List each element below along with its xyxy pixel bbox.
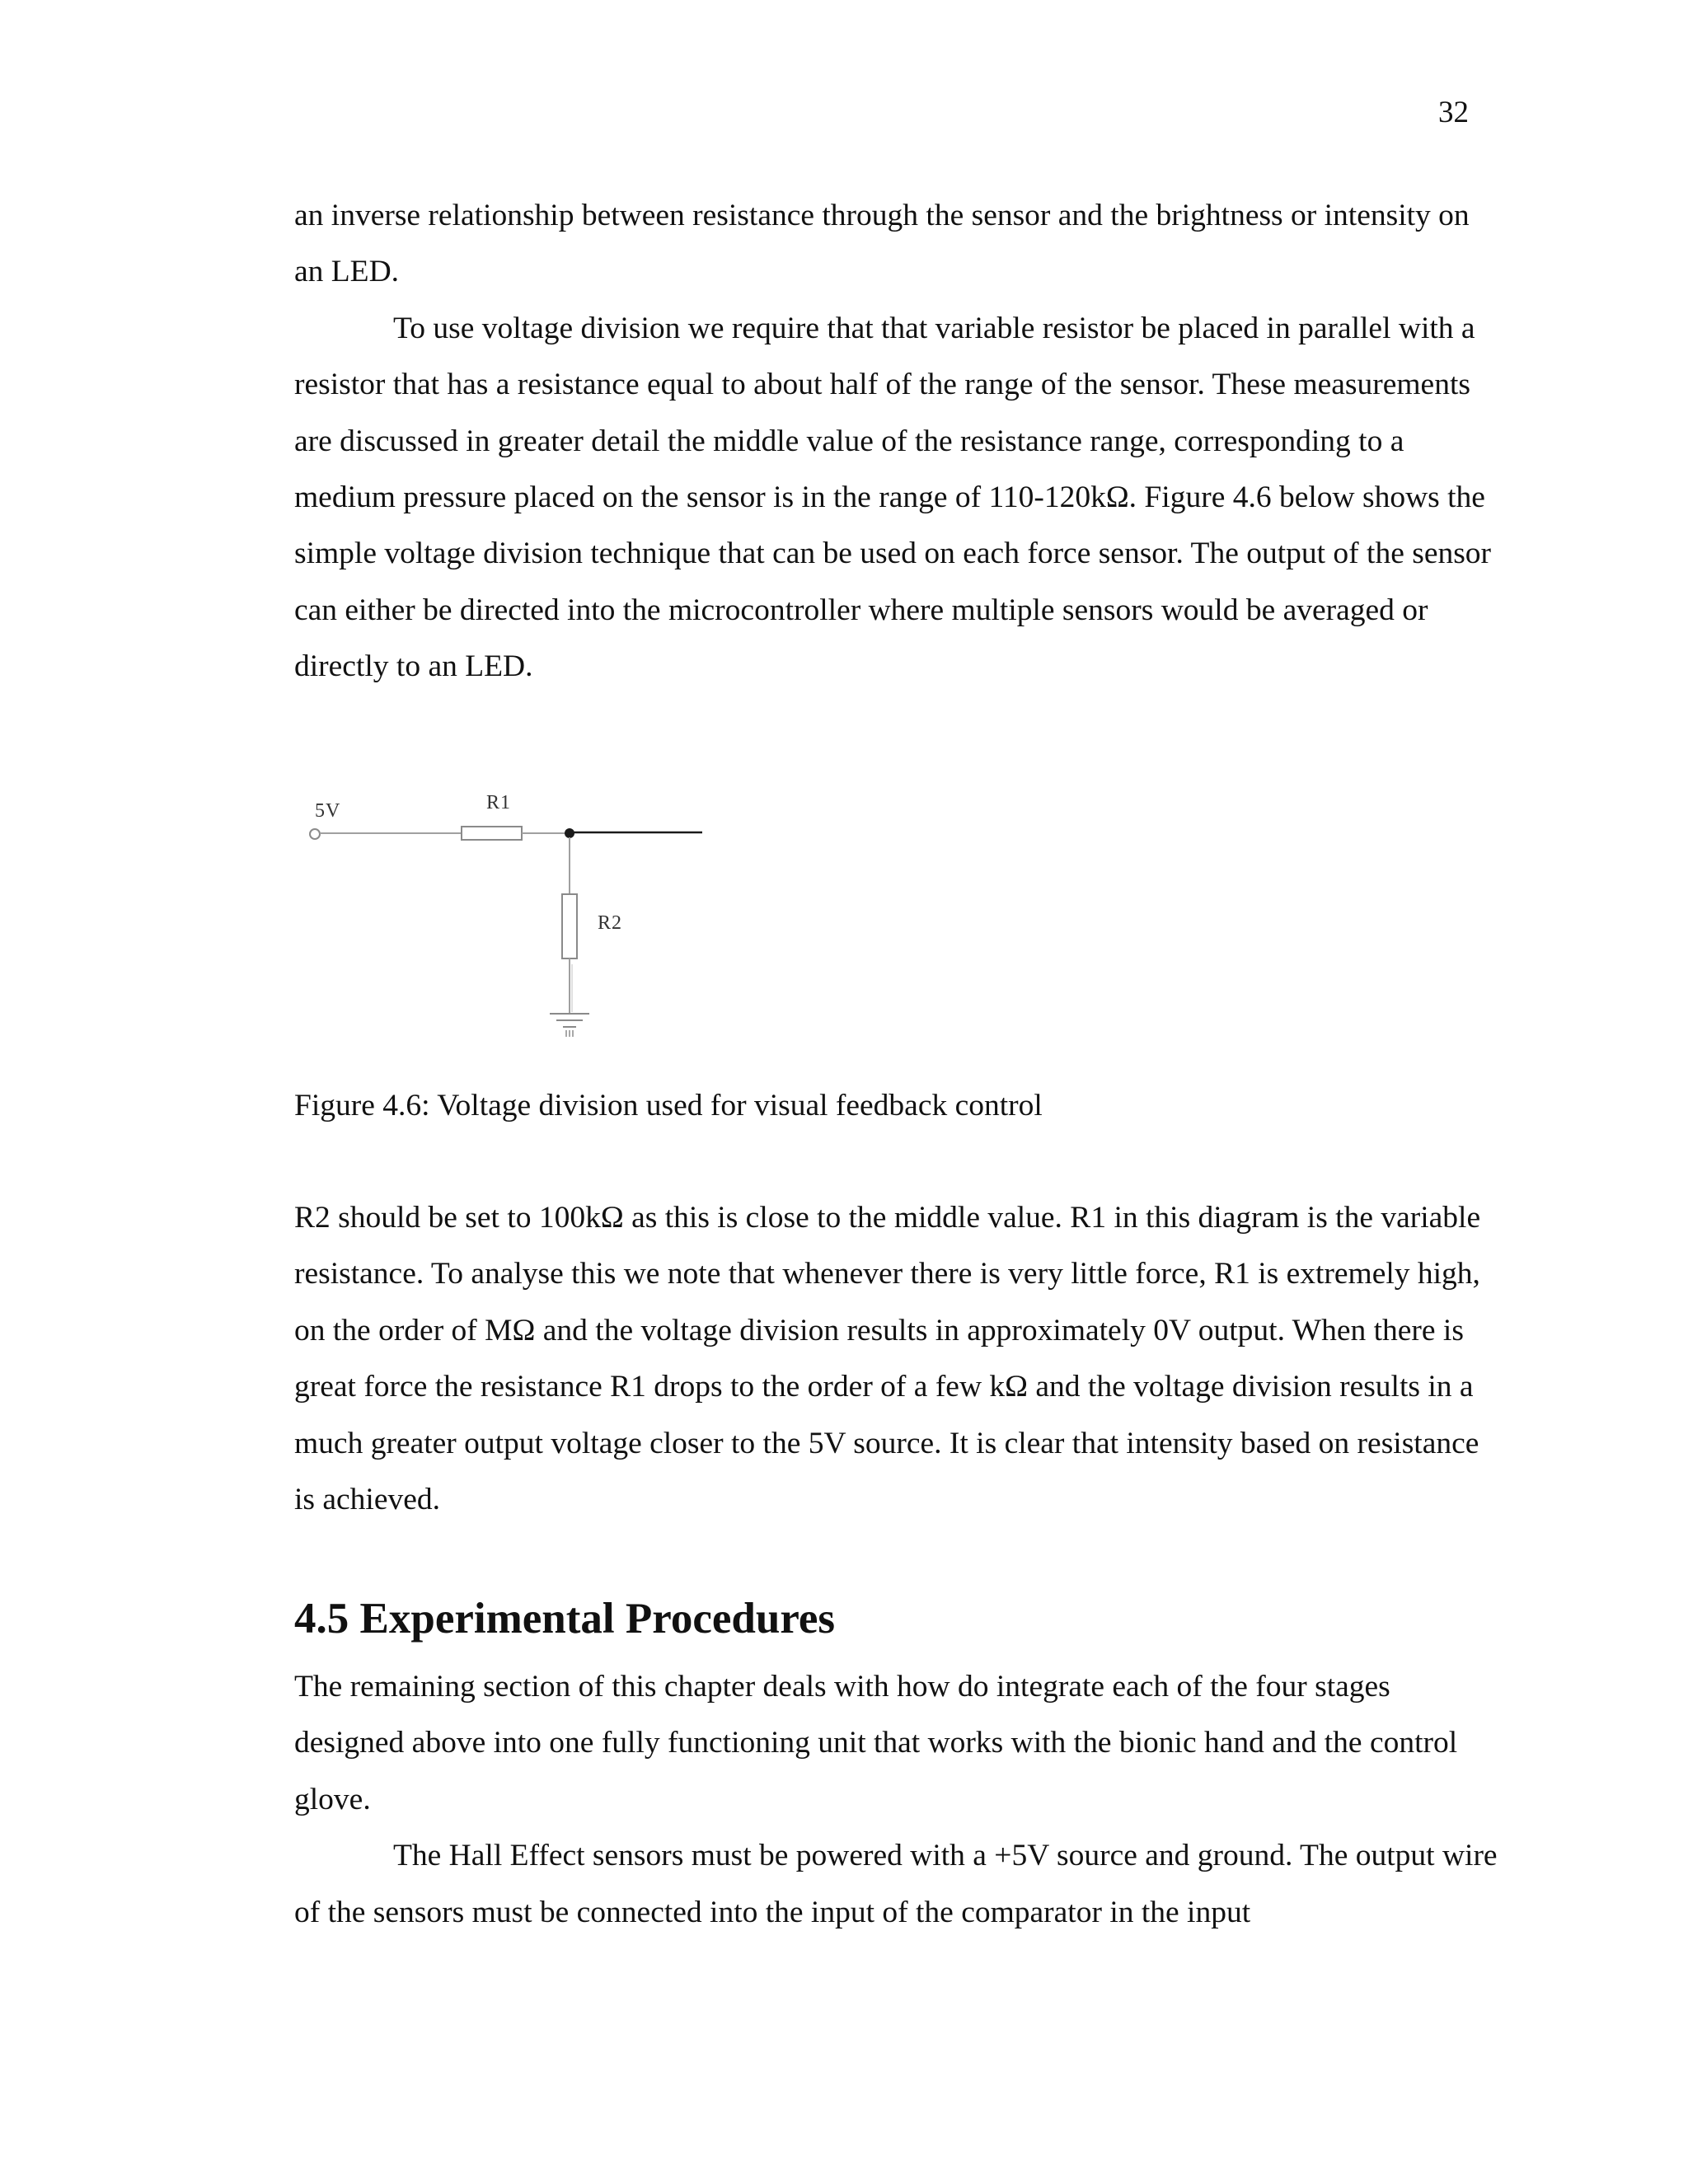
paragraph: The remaining section of this chapter deals with how do integrate each of the four stages designed above into one fully functioning unit that works with the bionic hand and the control glove. [294, 1670, 1458, 1816]
body-text-middle [294, 1190, 1498, 1528]
paragraph: To use voltage division we require that that variable resistor be placed in parallel with a resistor that has a resistance equal to about half of the range of the sensor. These measurements are discussed in greater detail the middle value of the resistance range, corresponding to a medium pressure placed on the sensor is in the range of 110-120kΩ. Figure 4.6 below shows the simple voltage division technique that can be used on each force sensor. The output of the sensor can either be directed into the microcontroller where multiple sensors would be averaged or directly to an LED. [294, 311, 1492, 684]
r1-resistor [462, 827, 522, 840]
paragraph: an inverse relationship between resistance through the sensor and the brightness or intensity on an LED. [294, 199, 1470, 289]
r1-label: R1 [486, 792, 512, 813]
paragraph: R2 should be set to 100kΩ as this is close to the middle value. R1 in this diagram is the variable resistance. To analyse this we note that whenever there is very little force, R1 is extremely high, on the order of MΩ and the voltage division results in approximately 0V output. When there is great force the resistance R1 drops to the order of a few kΩ and the voltage division results in a much greater output voltage closer to the 5V source. It is clear that intensity based on resistance is achieved. [294, 1201, 1481, 1517]
ground-icon [550, 1014, 589, 1037]
voltage-divider-figure [293, 783, 721, 1063]
paragraph: The Hall Effect sensors must be powered with a +5V source and ground. The output wire of the sensors must be connected into the input of the comparator in the input [294, 1839, 1498, 1929]
body-text-top [294, 188, 1498, 696]
r2-label: R2 [598, 912, 623, 934]
source-terminal [310, 829, 320, 839]
circuit-diagram [293, 783, 721, 1063]
section-body [294, 1659, 1498, 1941]
section-heading: 4.5 Experimental Procedures [294, 1595, 836, 1643]
page-number: 32 [1438, 96, 1469, 129]
junction-node [565, 828, 574, 838]
source-label: 5V [315, 800, 341, 822]
r2-resistor [562, 894, 577, 958]
figure-caption: Figure 4.6: Voltage division used for visual feedback control [294, 1089, 1043, 1122]
